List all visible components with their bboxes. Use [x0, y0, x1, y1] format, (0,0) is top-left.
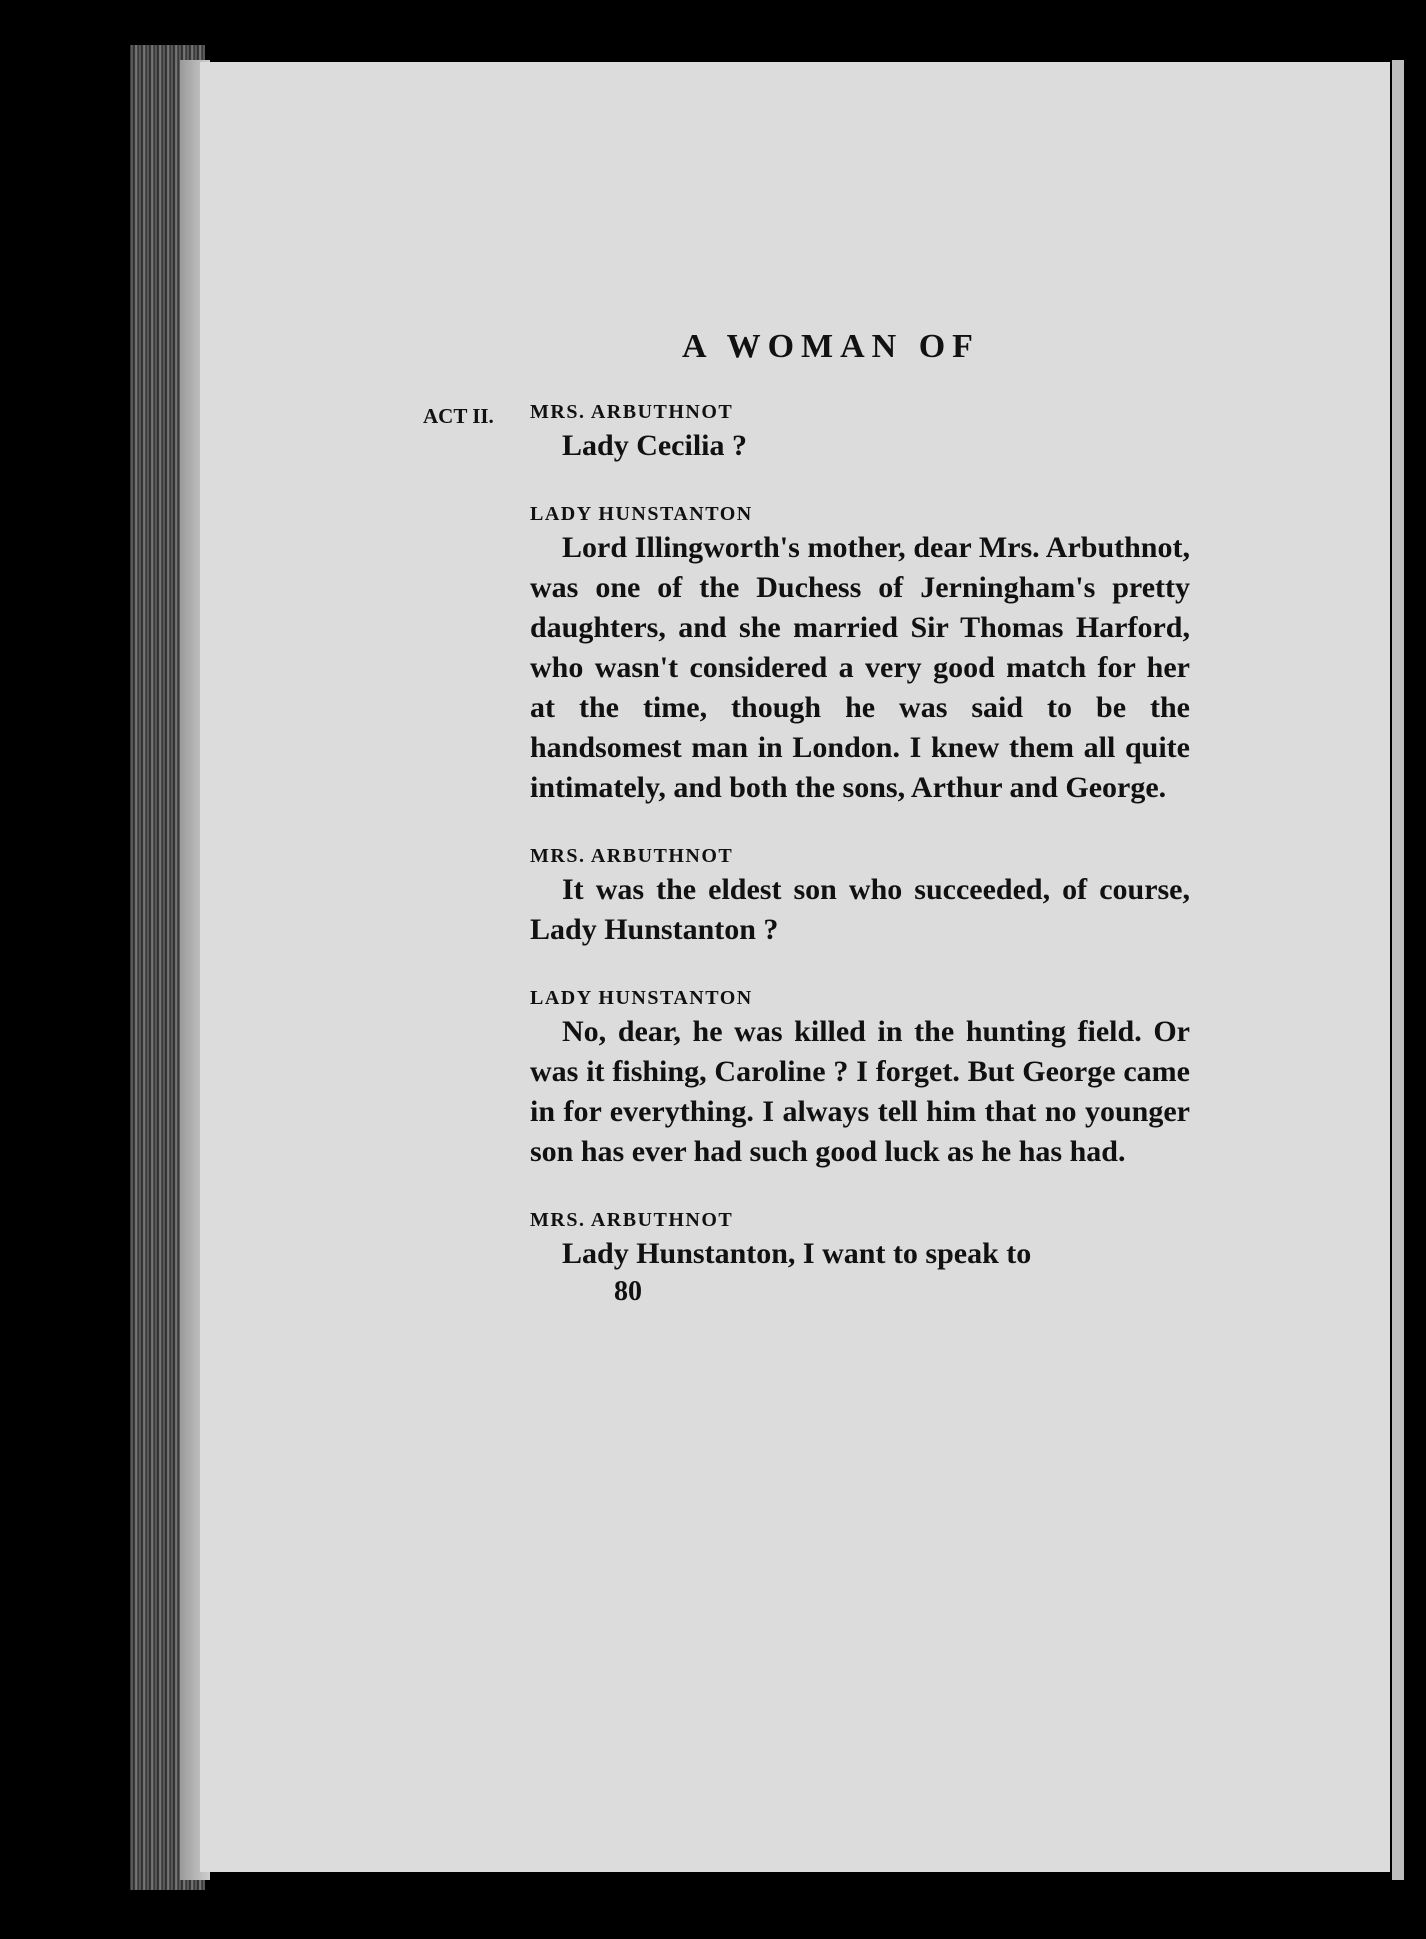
- facing-page-edge: [1392, 60, 1404, 1880]
- act-label: ACT II.: [423, 404, 494, 428]
- speaker-name: LADY HUNSTANTON: [530, 503, 753, 525]
- speech-text: No, dear, he was killed in the hunting field. Or was it fishing, Caroline ? I forget. But George came in for everything. I always tell him that no younger son has ever had such good luck as he has had.: [530, 1015, 1190, 1168]
- speaker-name: LADY HUNSTANTON: [530, 987, 753, 1009]
- speaker-name: MRS. ARBUTHNOT: [530, 1209, 734, 1231]
- speaker-name: MRS. ARBUTHNOT: [530, 401, 734, 423]
- speaker-name: MRS. ARBUTHNOT: [530, 845, 734, 867]
- dialogue-block: [530, 398, 1190, 1274]
- speech-text: Lady Cecilia ?: [562, 429, 747, 462]
- running-head: A WOMAN OF: [682, 328, 980, 365]
- speech-text: Lord Illingworth's mother, dear Mrs. Arbuthnot, was one of the Duchess of Jerningham's pretty daughters, and she married Sir Thomas Harford, who wasn't considered a very good match for her at the time, though he was said to be the handsomest man in London. I knew them all quite intimately, and both the sons, Arthur and George.: [530, 531, 1190, 804]
- page-number: 80: [614, 1276, 642, 1307]
- speech-text: It was the eldest son who succeeded, of course, Lady Hunstanton ?: [530, 873, 1190, 946]
- speech-text: Lady Hunstanton, I want to speak to: [562, 1237, 1032, 1270]
